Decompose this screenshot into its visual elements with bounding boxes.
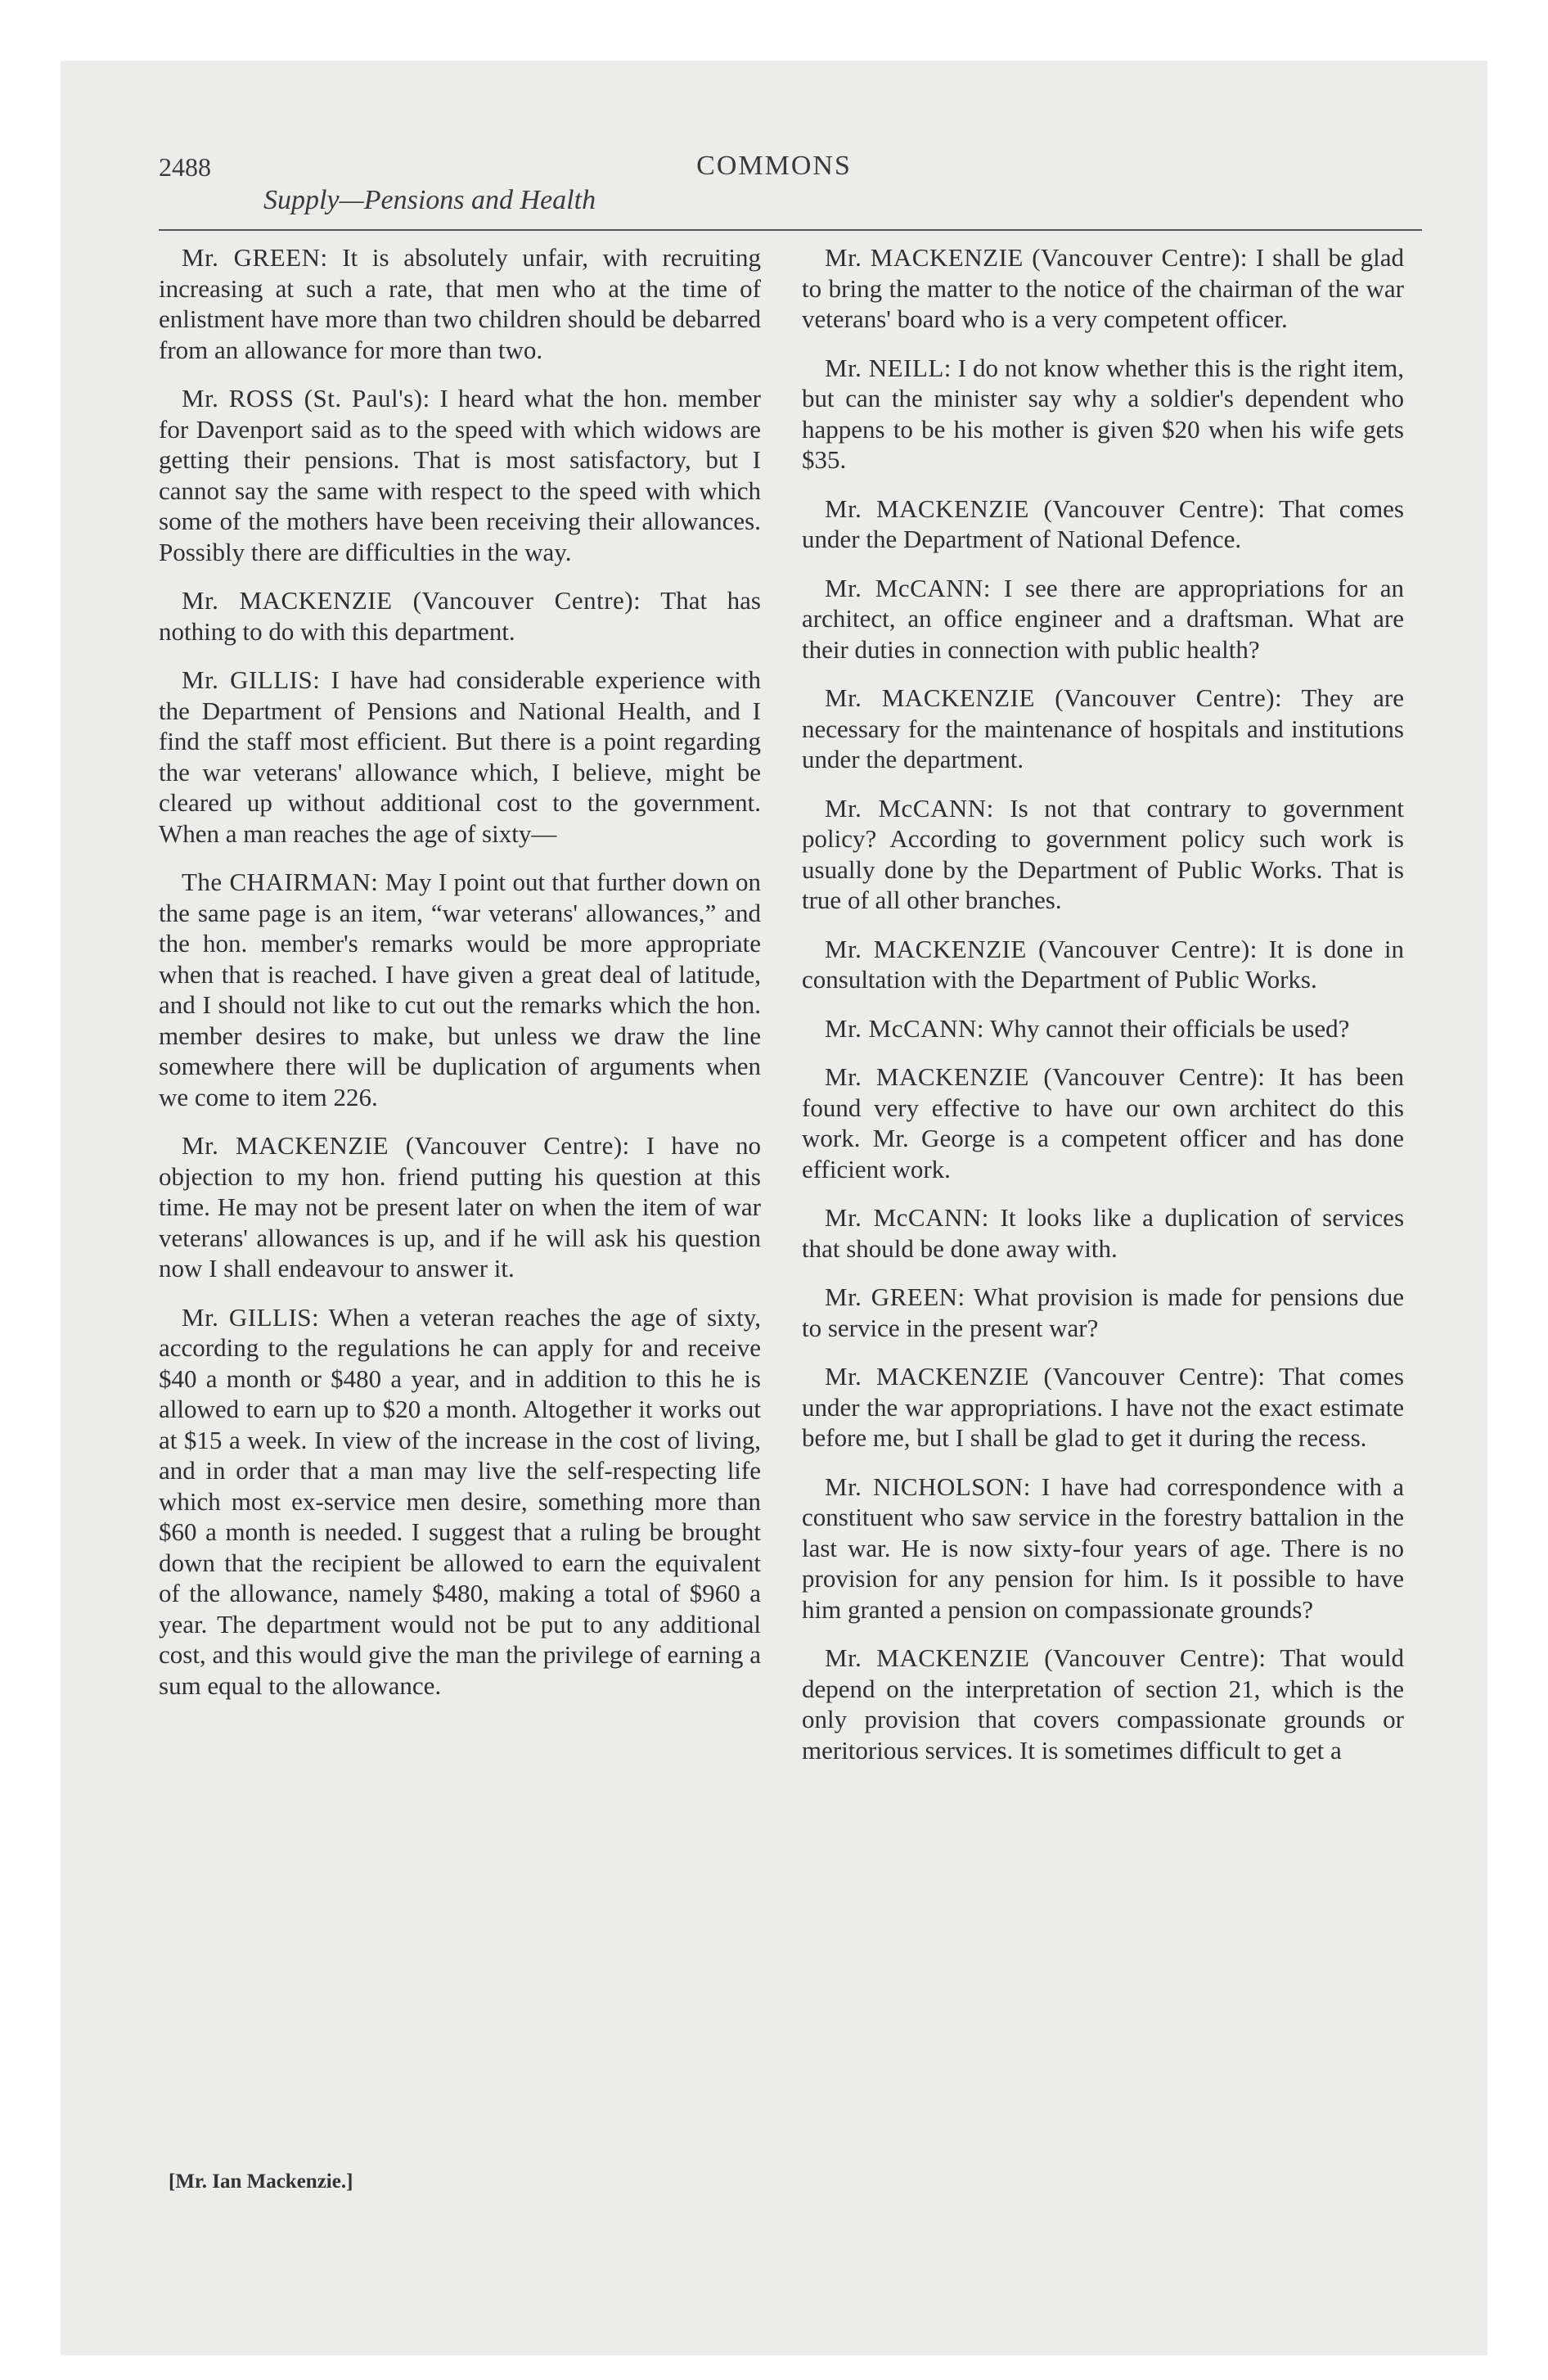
speech-paragraph [159,1302,761,1702]
speaker-name: Mr. NICHOLSON: [825,1472,1031,1501]
section-title: Supply—Pensions and Health [263,185,596,215]
speaker-name: Mr. MACKENZIE (Vancouver Centre): [825,683,1283,712]
speech-paragraph [802,494,1404,555]
speech-text: It is absolutely unfair, with recruiting increasing at such a rate, that men who at the time of enlistment have more than two children should be debarred from an allowance for more than two. [159,243,761,364]
right-column [802,242,1404,1783]
speech-paragraph [802,1013,1404,1044]
speaker-name: Mr. McCANN: [825,573,992,602]
speaker-name: Mr. GILLIS: [182,665,321,694]
speech-paragraph [802,934,1404,995]
speaker-name: Mr. GILLIS: [182,1302,320,1332]
speaker-name: Mr. MACKENZIE (Vancouver Centre): [825,494,1266,523]
speech-text: It is done in consultation with the Department of Public Works. [802,934,1404,994]
speaker-name: Mr. ROSS (St. Paul's): [182,384,430,412]
page-header: COMMONS [696,151,852,181]
speech-paragraph [159,1130,761,1284]
speaker-name: The CHAIRMAN: [182,868,379,896]
speech-paragraph [802,1202,1404,1264]
footer-note: [Mr. Ian Mackenzie.] [169,2170,353,2193]
speech-text: I have no objection to my hon. friend putting his question at this time. He may not be present later on when the item of war veterans' allowances is up, and if he will ask his question now I shall endeavour to answer it. [159,1131,761,1282]
speech-paragraph [159,242,761,365]
speaker-name: Mr. MACKENZIE (Vancouver Centre): [182,1131,630,1160]
speaker-name: Mr. McCANN: [825,1203,989,1232]
speech-text: It looks like a duplication of services that should be done away with. [802,1203,1405,1263]
speech-text: Why cannot their officials be used? [983,1013,1350,1043]
speaker-name: Mr. MACKENZIE (Vancouver Centre): [825,243,1249,272]
speech-paragraph [802,1282,1404,1343]
speaker-name: Mr. McCANN: [825,1013,984,1043]
speech-text: Is not that contrary to government policy? According to government policy such work is usually done by the Department of Public Works. That is true of all other branches. [802,793,1405,914]
speech-text: I do not know whether this is the right item, but can the minister say why a soldier's dependent who happens to be his mother is given $20 when his wife gets $35. [802,353,1405,474]
speaker-name: Mr. MACKENZIE (Vancouver Centre): [825,1062,1266,1091]
speaker-name: Mr. NEILL: [825,353,952,382]
speaker-name: Mr. MACKENZIE (Vancouver Centre): [182,586,641,615]
speech-text: That would depend on the interpretation of section 21, which is the only provision that covers compassionate grounds or meritorious services. It is sometimes difficult to get a [802,1643,1405,1765]
speech-text: They are necessary for the maintenance of hospitals and institutions under the department. [802,683,1404,773]
speech-paragraph [802,793,1404,916]
speech-text: That comes under the Department of National Defence. [802,494,1404,553]
speech-paragraph [802,242,1404,335]
speech-text: I heard what the hon. member for Davenport said as to the speed with which widows are getting their pensions. That is most satisfactory, but I cannot say the same with respect to the speed with which some of the mothers have been receiving their allowances. Possibly there are difficulties in the way. [159,384,761,566]
speech-paragraph [159,665,761,849]
speech-text: It has been found very effective to have our own architect do this work. Mr. George is a competent officer and has done efficient work. [802,1062,1404,1183]
page-number: 2488 [159,152,211,182]
speech-paragraph [802,1472,1404,1625]
speaker-name: Mr. McCANN: [825,793,994,823]
speech-text: I have had considerable experience with the Department of Pensions and National Health, and I find the staff most efficient. But there is a point regarding the war veterans' allowance which, I believe, might be cleared up without additional cost to the government. When a man reaches the age of sixty— [159,665,761,848]
speech-text: That has nothing to do with this department. [159,586,761,646]
speech-text: May I point out that further down on the same page is an item, “war veterans' allowances,” and the hon. member's remarks would be more appropriate when that is reached. I have given a great deal of latitude, and I should not like to cut out the remarks which the hon. member desires to make, but unless we draw the line somewhere there will be duplication of arguments when we come to item 226. [159,868,761,1111]
speech-paragraph [802,1361,1404,1454]
speech-text: I have had correspondence with a constituent who saw service in the forestry battalion in the last war. He is now sixty-four years of age. There is no provision for any pension for him. Is it possible to have him granted a pension on compassionate grounds? [802,1472,1405,1624]
speaker-name: Mr. MACKENZIE (Vancouver Centre): [825,934,1258,963]
speaker-name: Mr. MACKENZIE (Vancouver Centre): [825,1362,1266,1391]
speaker-name: Mr. GREEN: [825,1282,965,1311]
speech-paragraph [159,867,761,1112]
speech-text: I shall be glad to bring the matter to the notice of the chairman of the war veterans' board who is a very competent officer. [802,243,1404,333]
speech-text: When a veteran reaches the age of sixty, according to the regulations he can apply for and receive $40 a month or $480 a year, and in addition to this he is allowed to earn up to $20 a month. Altogether it works out at $15 a week. In view of the increase in the cost of living, and in order that a man may live the self-respecting life which most ex-service men desire, something more than $60 a month is needed. I suggest that a ruling be brought down that the recipient be allowed to earn the equivalent of the allowance, namely $480, making a total of $960 a year. The department would not be put to any additional cost, and this would give the man the privilege of earning a sum equal to the allowance. [159,1302,761,1700]
speech-text: I see there are appropriations for an architect, an office engineer and a draftsman. What are their duties in connection with public health? [802,573,1404,664]
speech-paragraph [802,353,1404,476]
left-column [159,242,761,1719]
speaker-name: Mr. MACKENZIE (Vancouver Centre): [825,1643,1267,1672]
speech-paragraph [802,1643,1404,1765]
speech-text: That comes under the war appropriations. I have not the exact estimate before me, but I shall be glad to get it during the recess. [802,1362,1404,1452]
speech-paragraph [159,383,761,567]
speech-paragraph [802,573,1404,665]
speaker-name: Mr. GREEN: [182,243,328,272]
speech-paragraph [159,585,761,647]
speech-paragraph [802,683,1404,775]
speech-text: What provision is made for pensions due to service in the present war? [802,1282,1404,1342]
speech-paragraph [802,1062,1404,1184]
header-rule [159,229,1422,231]
